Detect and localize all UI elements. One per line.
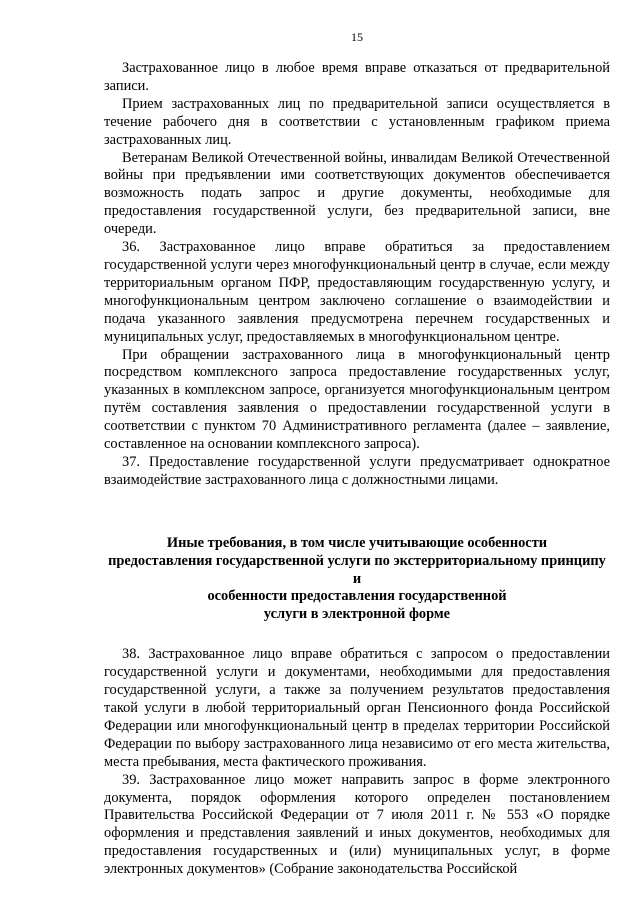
heading-line: предоставления государственной услуги по экстерриториальному принципу и bbox=[108, 552, 606, 587]
paragraph-37: 37. Предоставление государственной услуги предусматривает однократное взаимодействие застрахованного лица с должностными лицами. bbox=[104, 453, 610, 488]
paragraph-36: 36. Застрахованное лицо вправе обратиться за предоставлением государственной услуги через многофункциональный центр в случае, если между территориальным органом ПФР, предоставляющим государственную услугу, и многофункциональным центром заключено соглашение о взаимодействии и подача указанного заявления предусмотрена перечнем государственных и муниципальных услуг, предоставляемых в многофункциональном центре. bbox=[104, 239, 610, 345]
body-text-bottom bbox=[104, 646, 610, 879]
heading-line: услуги в электронной форме bbox=[263, 606, 451, 623]
heading-line: Иные требования, в том числе учитывающие особенности bbox=[166, 534, 548, 551]
body-text-top bbox=[104, 60, 610, 490]
page-number: 15 bbox=[351, 30, 363, 44]
paragraph-38: 38. Застрахованное лицо вправе обратиться с запросом о предоставлении государственной услуги и документами, необходимыми для предоставления государственной услуги, а также за получением результатов предоставления такой услуги в любой территориальный орган Пенсионного фонда Российской Федерации или многофункциональный центр в пределах территории Российской Федерации по выбору застрахованного лица независимо от его места жительства, места пребывания, места фактического проживания. bbox=[104, 646, 610, 770]
heading-line: особенности предоставления государственной bbox=[207, 588, 507, 605]
paragraph: Ветеранам Великой Отечественной войны, инвалидам Великой Отечественной войны при предъявлении ими соответствующих документов обеспечивается возможность подать запрос и другие документы, необходимые для предоставления государственной услуги, без предварительной записи, вне очереди. bbox=[104, 149, 610, 238]
paragraph: Прием застрахованных лиц по предварительной записи осуществляется в течение рабочего дня в соответствии с установленным графиком приема застрахованных лиц. bbox=[104, 95, 610, 148]
paragraph-39: 39. Застрахованное лицо может направить запрос в форме электронного документа, порядок оформления которого определен постановлением Правительства Российской Федерации от 7 июля 2011 г. № 553 «О порядке оформления и представления заявлений и иных документов, необходимых для предоставления государственных и (или) муниципальных услуг, в форме электронных документов» (Собрание законодательства Российской bbox=[104, 771, 610, 878]
paragraph: Застрахованное лицо в любое время вправе отказаться от предварительной записи. bbox=[104, 60, 610, 94]
paragraph: При обращении застрахованного лица в многофункциональный центр посредством комплексного запроса предоставление государственных услуг, указанных в комплексном запросе, организуется многофункциональным центром путём составления заявления о предоставлении государственной услуги в соответствии с пунктом 70 Административного регламента (далее – заявление, составленное на основании комплексного запроса). bbox=[104, 346, 610, 453]
section-heading bbox=[104, 535, 610, 625]
